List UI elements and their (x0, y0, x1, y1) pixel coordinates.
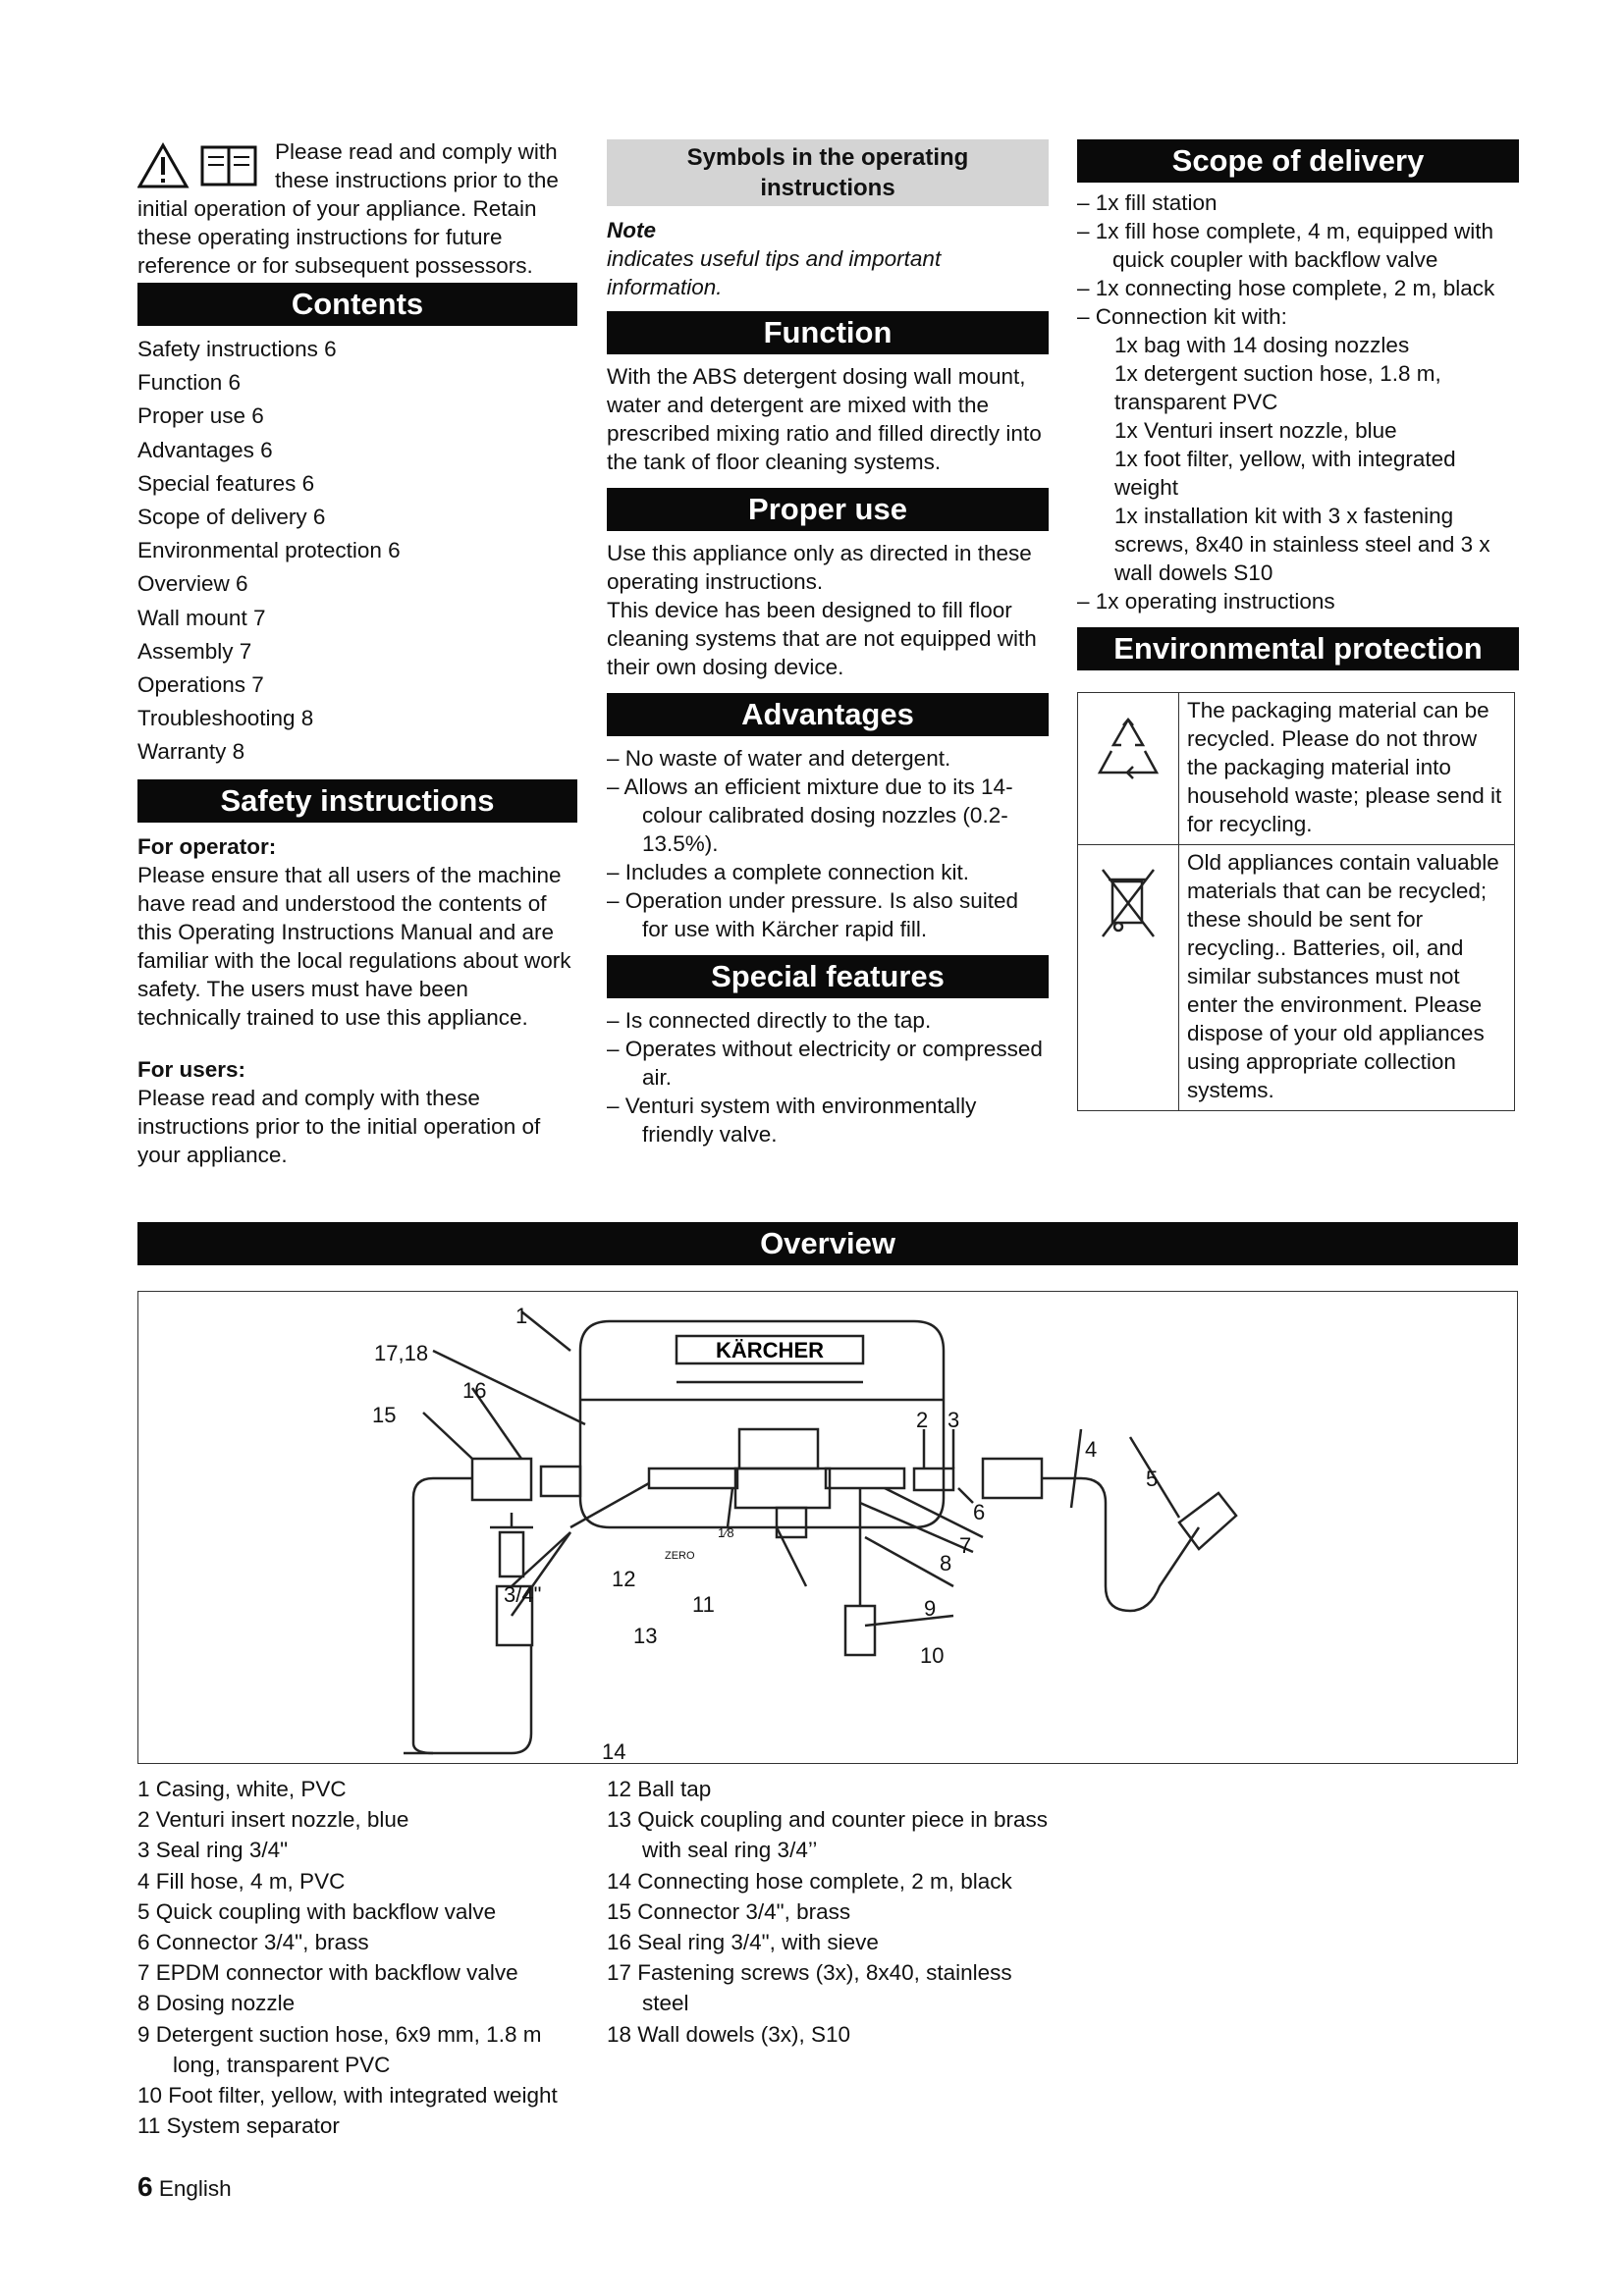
overview-heading: Overview (137, 1222, 1518, 1265)
legend-item: 8 Dosing nozzle (137, 1991, 296, 2016)
list-item: – No waste of water and detergent. (607, 746, 951, 771)
list-item: – Includes a complete connection kit. (607, 860, 969, 884)
callout-5: 5 (1146, 1467, 1159, 1491)
column-left (137, 137, 577, 1169)
callout-16: 16 (462, 1378, 487, 1403)
callout-7: 7 (959, 1533, 972, 1558)
legend-item: 5 Quick coupling with backflow valve (137, 1898, 497, 1924)
legend-item: 11 System separator (137, 2113, 340, 2139)
legend-item: 14 Connecting hose complete, 2 m, black (607, 1868, 1012, 1894)
legend-item: 4 Fill hose, 4 m, PVC (137, 1868, 346, 1894)
toc-item[interactable]: Advantages 6 (137, 437, 273, 462)
proper-use-text-2: This device has been designed to fill floor cleaning systems that are not equipped with their own dosing device. (607, 598, 1037, 679)
connecting-hose (413, 1478, 531, 1753)
recycle-icon-cell (1078, 693, 1179, 845)
users-text: Please read and comply with these instructions prior to the initial operation of your appliance. (137, 1085, 541, 1167)
kit-item: 1x Venturi insert nozzle, blue (1114, 418, 1397, 443)
advantages-list (607, 744, 1049, 943)
legend-item: 13 Quick coupling and counter piece in brass with seal ring 3/4’’ (607, 1807, 1049, 1863)
callout-15: 15 (372, 1403, 397, 1427)
callout-12: 12 (612, 1567, 636, 1591)
list-item: – Operates without electricity or compressed air. (607, 1037, 1043, 1090)
function-text: With the ABS detergent dosing wall mount, water and detergent are mixed with the prescribed mixing ratio and filled directly into the tank of floor cleaning systems. (607, 364, 1042, 474)
legend-item: 3 Seal ring 3/4" (137, 1838, 289, 1863)
callout-14: 14 (602, 1739, 626, 1762)
toc-item[interactable]: Overview 6 (137, 571, 248, 597)
toc-item[interactable]: Environmental protection 6 (137, 538, 401, 563)
callout-11: 11 (692, 1592, 715, 1617)
intro-text: Please read and comply with these instructions prior to the initial operation of your appliance. Retain these operating instructions for future reference or for subsequent possessors. (137, 139, 559, 278)
note-title: Note (607, 218, 656, 242)
users-title: For users: (137, 1056, 246, 1082)
column-middle (607, 139, 1049, 1148)
list-item: – 1x fill hose complete, 4 m, equipped with quick coupler with backflow valve (1077, 219, 1493, 272)
callout-3: 3 (947, 1408, 960, 1432)
toc-item[interactable]: Scope of delivery 6 (137, 505, 326, 530)
callout-13: 13 (633, 1624, 658, 1648)
callout-2: 2 (916, 1408, 929, 1432)
recycle-icon (1094, 712, 1163, 790)
scope-heading: Scope of delivery (1077, 139, 1519, 183)
list-item: – 1x operating instructions (1077, 589, 1335, 614)
callout-thread: 3/4" (504, 1582, 542, 1607)
appliances-text: Old appliances contain valuable materials that can be recycled; these should be sent for recycling.. Batteries, oil, and similar substances must not enter the environment. Please dispose of your old appliances using appropriate collection systems. (1179, 845, 1515, 1111)
legend-item: 1 Casing, white, PVC (137, 1777, 347, 1801)
toc-item[interactable]: Warranty 8 (137, 739, 245, 765)
callout-10: 10 (920, 1643, 945, 1668)
list-item: – 1x fill station (1077, 190, 1218, 215)
dial-mark-one-eighth: 1⁄8 (718, 1525, 734, 1540)
list-item: – Allows an efficient mixture due to its 14-colour calibrated dosing nozzles (0.2-13.5%). (607, 774, 1013, 856)
kit-item: 1x foot filter, yellow, with integrated weight (1114, 447, 1456, 500)
list-item: – Connection kit with: (1077, 304, 1287, 329)
toc-item[interactable]: Wall mount 7 (137, 605, 266, 630)
legend-left (137, 1774, 579, 2141)
proper-use-heading: Proper use (607, 488, 1049, 531)
footer-language: English (158, 2176, 232, 2201)
legend-item: 6 Connector 3/4", brass (137, 1930, 369, 1955)
fill-hose (1042, 1478, 1199, 1611)
legend-item: 12 Ball tap (607, 1777, 712, 1801)
scope-list (1077, 188, 1519, 615)
callout-6: 6 (973, 1500, 986, 1524)
dial-mark-zero: ZERO (665, 1550, 695, 1562)
toc-item[interactable]: Safety instructions 6 (137, 337, 337, 361)
kit-item: 1x detergent suction hose, 1.8 m, transparent PVC (1114, 361, 1441, 414)
table-row (1078, 845, 1515, 1111)
environment-table (1077, 692, 1515, 1111)
overview-diagram (138, 1292, 1516, 1762)
callout-17-18: 17,18 (374, 1341, 429, 1365)
list-item: – Operation under pressure. Is also suited for use with Kärcher rapid fill. (607, 888, 1018, 941)
operator-title: For operator: (137, 833, 277, 859)
packaging-text: The packaging material can be recycled. Please do not throw the packaging material into household waste; please send it for recycling. (1179, 693, 1515, 845)
toc-item[interactable]: Troubleshooting 8 (137, 706, 314, 731)
note-text: indicates useful tips and important information. (607, 246, 942, 299)
callout-8: 8 (940, 1551, 952, 1575)
callout-9: 9 (924, 1596, 937, 1621)
legend-item: 16 Seal ring 3/4", with sieve (607, 1930, 879, 1955)
intro-block (137, 137, 577, 285)
weee-icon-cell (1078, 845, 1179, 1111)
crossed-bin-icon (1097, 864, 1160, 942)
advantages-heading: Advantages (607, 693, 1049, 736)
legend-item: 10 Foot filter, yellow, with integrated weight (137, 2083, 558, 2109)
symbols-heading: Symbols in the operating instructions (607, 139, 1049, 206)
contents-list (137, 333, 577, 770)
legend-item: 2 Venturi insert nozzle, blue (137, 1807, 409, 1833)
legend-item: 18 Wall dowels (3x), S10 (607, 2021, 851, 2047)
toc-item[interactable]: Operations 7 (137, 672, 264, 698)
page-number: 6 (137, 2171, 153, 2202)
overview-figure (137, 1291, 1518, 1764)
toc-item[interactable]: Assembly 7 (137, 638, 252, 664)
legend-item: 17 Fastening screws (3x), 8x40, stainless steel (607, 1960, 1012, 2016)
brand-text: KÄRCHER (716, 1338, 824, 1362)
list-item: – Is connected directly to the tap. (607, 1008, 932, 1033)
proper-use-text-1: Use this appliance only as directed in these operating instructions. (607, 541, 1032, 594)
legend-item: 9 Detergent suction hose, 6x9 mm, 1.8 m long, transparent PVC (137, 2021, 542, 2077)
safety-heading: Safety instructions (137, 779, 577, 823)
legend-right (607, 1774, 1049, 2050)
special-features-heading: Special features (607, 955, 1049, 998)
legend-item: 7 EPDM connector with backflow valve (137, 1960, 518, 1986)
table-row (1078, 693, 1515, 845)
special-features-list (607, 1006, 1049, 1148)
kit-item: 1x bag with 14 dosing nozzles (1114, 333, 1410, 357)
function-heading: Function (607, 311, 1049, 354)
column-right (1077, 139, 1519, 1111)
callout-1: 1 (515, 1304, 528, 1328)
list-item: – 1x connecting hose complete, 2 m, black (1077, 276, 1495, 300)
toc-item[interactable]: Proper use 6 (137, 403, 264, 429)
page-footer (137, 2171, 232, 2203)
warning-read-manual-icon (137, 141, 261, 190)
environment-heading: Environmental protection (1077, 627, 1519, 670)
list-item: – Venturi system with environmentally friendly valve. (607, 1094, 977, 1147)
kit-item: 1x installation kit with 3 x fastening screws, 8x40 in stainless steel and 3 x wall dowels S10 (1114, 504, 1490, 585)
callout-4: 4 (1085, 1437, 1098, 1462)
legend-item: 15 Connector 3/4", brass (607, 1898, 851, 1924)
toc-item[interactable]: Function 6 (137, 370, 242, 396)
operator-text: Please ensure that all users of the machine have read and understood the contents of this Operating Instructions Manual and are familiar with the local regulations about work safety. The users must have been technically trained to use this appliance. (137, 862, 571, 1030)
contents-heading: Contents (137, 283, 577, 326)
toc-item[interactable]: Special features 6 (137, 470, 315, 496)
